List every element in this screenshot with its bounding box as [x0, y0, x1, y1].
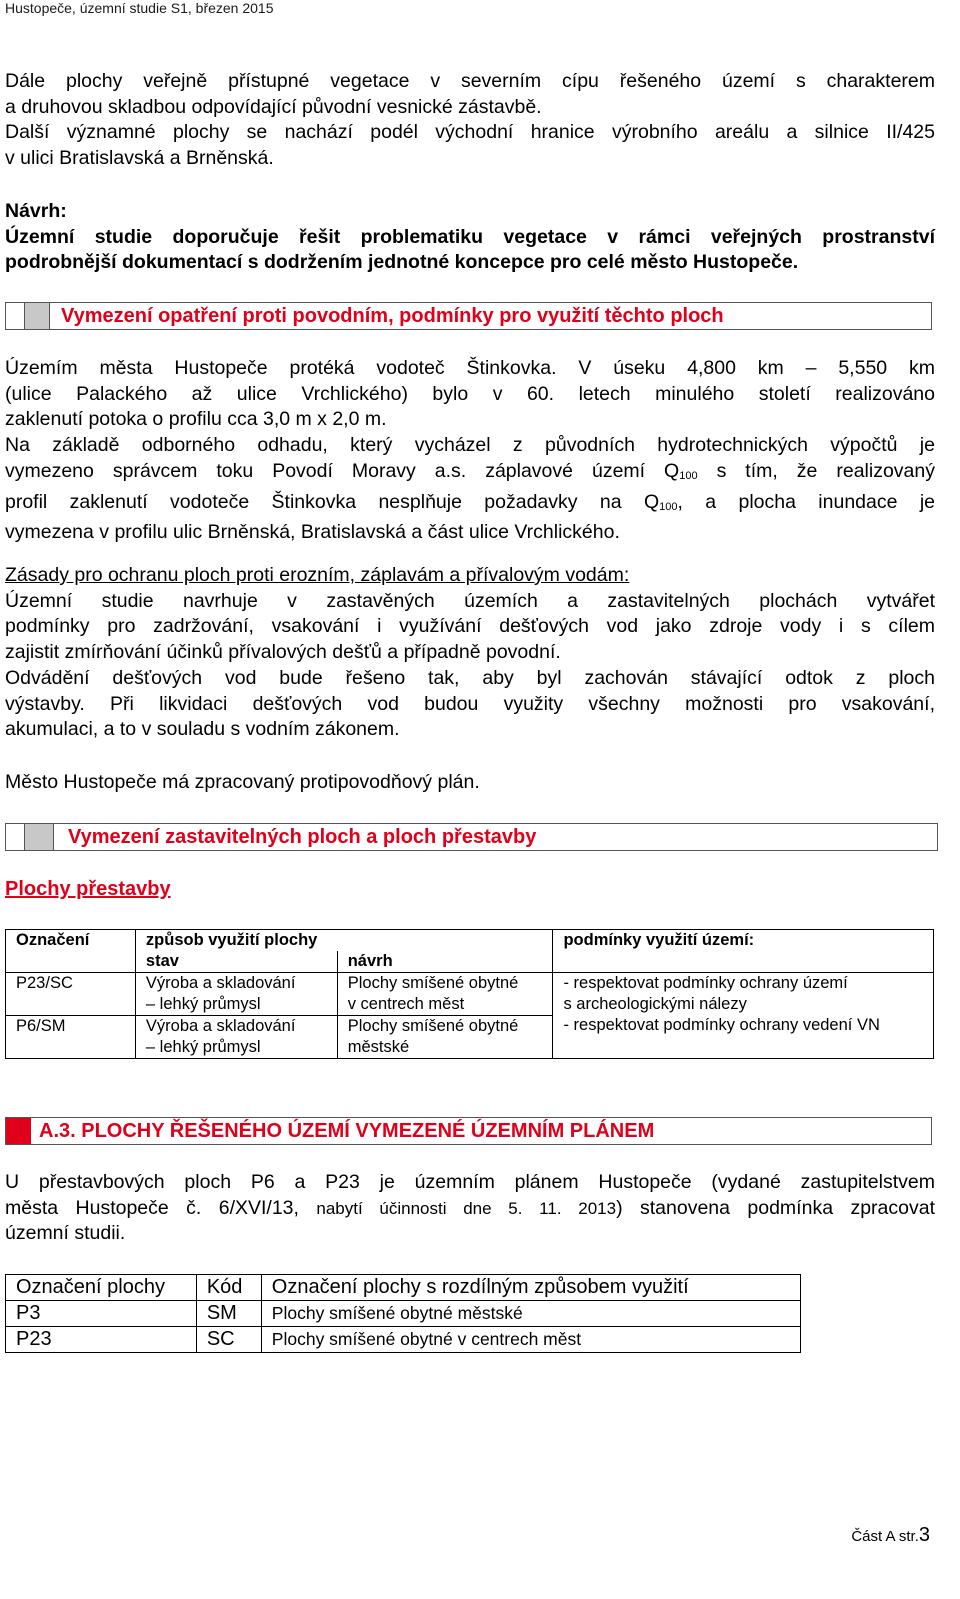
page-number: 3 [918, 1524, 930, 1546]
a3-paragraph [5, 1170, 935, 1247]
page-footer [851, 1524, 930, 1547]
flood-paragraph-1 [5, 356, 935, 546]
table-row [6, 1301, 801, 1327]
heading-marker [25, 824, 54, 850]
vegetation-paragraph [5, 69, 935, 172]
zasady-block [5, 563, 935, 743]
page-header: Hustopeče, územní studie S1, březen 2015 [5, 0, 274, 16]
table-cell: Plochy smíšené obytné městské [337, 1016, 553, 1059]
section-heading-build [5, 823, 938, 851]
section-title: A.3. PLOCHY ŘEŠENÉHO ÚZEMÍ VYMEZENÉ ÚZEMNÍM PLÁNEM [39, 1120, 655, 1142]
heading-marker [6, 303, 25, 329]
text-line: výstavby. Při likvidaci dešťových vod budou využity všechny možnosti pro vsakování, [5, 692, 935, 715]
footer-label: Část A str. [851, 1528, 919, 1545]
text-line: U přestavbových ploch P6 a P23 je územním plánem Hustopeče (vydané zastupitelstvem [5, 1171, 935, 1193]
table-cell: Plochy smíšené obytné městské [261, 1301, 800, 1327]
table-cell: P6/SM [6, 1016, 136, 1059]
text-line: zaklenutí potoka o profilu cca 3,0 m x 2,0 m. [5, 408, 387, 431]
text-line: a druhovou skladbou odpovídající původní vesnické zástavbě. [5, 95, 542, 118]
plochy-table [5, 1274, 801, 1353]
text-line: města Hustopeče č. 6/XVI/13, nabytí účinnosti dne 5. 11. 2013) stanovena podmínka zpracovat [5, 1196, 935, 1219]
navrh-block [5, 199, 935, 276]
section-title: Vymezení zastavitelných ploch a ploch přestavby [68, 826, 537, 848]
table-header: podmínky využití území: [553, 930, 934, 973]
text-line: Další významné plochy se nachází podél východní hranice výrobního areálu a silnice II/425 [5, 121, 935, 144]
text-line: Územní studie navrhuje v zastavěných územích a zastavitelných plochách vytvářet [5, 589, 935, 612]
table-cell: SC [196, 1327, 261, 1353]
text-line: Na základě odborného odhadu, který vycházel z původních hydrotechnických výpočtů je [5, 434, 935, 457]
plochy-prestavby-heading: Plochy přestavby [5, 878, 171, 900]
table-header: Označení plochy [6, 1275, 197, 1301]
table-cell: Výroba a skladování – lehký průmysl [135, 973, 337, 1016]
text-line: vymezena v profilu ulic Brněnská, Bratislavská a část ulice Vrchlického. [5, 521, 620, 544]
table-cell: Plochy smíšené obytné v centrech měst [337, 973, 553, 1016]
text-line: Dále plochy veřejně přístupné vegetace v severním cípu řešeného území s charakterem [5, 70, 935, 92]
table-header: Označení plochy s rozdílným způsobem využití [261, 1275, 800, 1301]
section-heading-a3 [5, 1117, 932, 1145]
table-cell: SM [196, 1301, 261, 1327]
text-line: akumulaci, a to v souladu s vodním zákonem. [5, 718, 400, 741]
text-line: (ulice Palackého až ulice Vrchlického) bylo v 60. letech minulého století realizováno [5, 382, 935, 405]
table-cell: Výroba a skladování – lehký průmysl [135, 1016, 337, 1059]
table-cell-conditions: - respektovat podmínky ochrany území s archeologickými nálezy - respektovat podmínky ochrany vedení VN [553, 973, 934, 1059]
table-row [6, 1327, 801, 1353]
table-cell: Plochy smíšené obytné v centrech měst [261, 1327, 800, 1353]
text-line: Odvádění dešťových vod bude řešeno tak, aby byl zachován stávající odtok z ploch [5, 666, 935, 689]
table-header: Kód [196, 1275, 261, 1301]
text-line: územní studii. [5, 1222, 126, 1245]
section-title: Vymezení opatření proti povodním, podmínky pro využití těchto ploch [61, 305, 724, 327]
text-line: zajistit zmírňování účinků přívalových dešťů a případně povodní. [5, 641, 561, 664]
text-line: vymezeno správcem toku Povodí Moravy a.s. záplavové území $Q_{100}$ s tím, že realizovaný [5, 459, 935, 482]
zasady-heading: Zásady pro ochranu ploch proti erozním, záplavám a přívalovým vodám: [5, 564, 630, 586]
text-line: Územní studie doporučuje řešit problematiku vegetace v rámci veřejných prostranství [5, 225, 935, 248]
table-header-row [6, 1275, 801, 1301]
heading-marker [6, 1118, 31, 1144]
text-line: podrobnější dokumentací s dodržením jednotné koncepce pro celé město Hustopeče. [5, 251, 799, 274]
prestavby-table [5, 929, 934, 1059]
table-header: způsob využití plochy [135, 930, 553, 952]
text-line: v ulici Bratislavská a Brněnská. [5, 147, 274, 170]
table-cell: P23 [6, 1327, 197, 1353]
table-row [6, 973, 934, 1016]
table-cell: P23/SC [6, 973, 136, 1016]
text-line: Územím města Hustopeče protéká vodoteč Štinkovka. V úseku 4,800 km – 5,550 km [5, 357, 935, 379]
navrh-label: Návrh: [5, 200, 67, 222]
table-header: stav [135, 951, 337, 973]
heading-marker [25, 303, 50, 329]
text-line: profil zaklenutí vodoteče Štinkovka nesplňuje požadavky na $Q_{100}$, a plocha inundace je [5, 490, 935, 513]
table-header: Označení [6, 930, 136, 973]
table-header: návrh [337, 951, 553, 973]
table-cell: P3 [6, 1301, 197, 1327]
section-heading-flood [5, 302, 932, 330]
heading-marker [6, 824, 25, 850]
flood-plan-text: Město Hustopeče má zpracovaný protipovodňový plán. [5, 771, 480, 793]
text-line: podmínky pro zadržování, vsakování i využívání dešťových vod jako zdroje vody i s cílem [5, 615, 935, 638]
